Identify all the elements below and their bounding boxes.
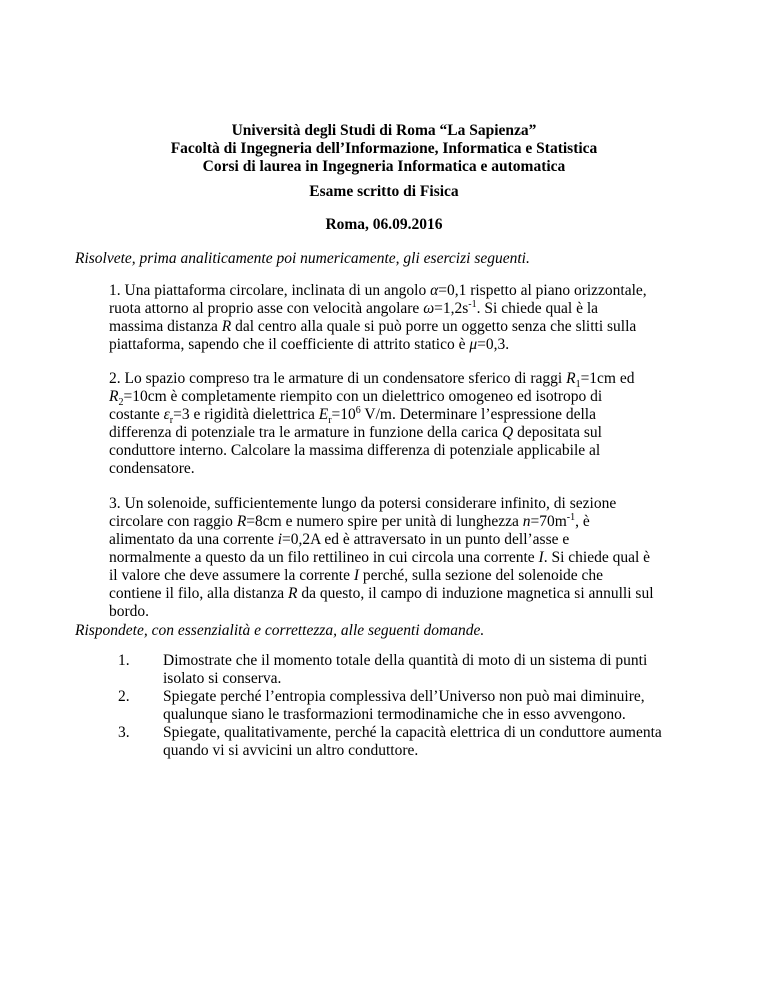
- questions-intro: Rispondete, con essenzialità e correttezza, alle seguenti domande.: [75, 622, 485, 639]
- question-number: 2.: [118, 688, 130, 705]
- document-header: [0, 122, 768, 176]
- questions-list: [118, 652, 678, 760]
- question-text: Spiegate, qualitativamente, perché la capacità elettrica di un conduttore aumenta quando vi si avvicini un altro conduttore.: [163, 724, 662, 759]
- list-item: [118, 688, 678, 724]
- question-text: Spiegate perché l’entropia complessiva dell’Universo non può mai diminuire, qualunque siano le trasformazioni termodinamiche che in esso avvengono.: [163, 688, 645, 723]
- university-name: Università degli Studi di Roma “La Sapienza”: [231, 122, 537, 139]
- exercise-3: 3. Un solenoide, sufficientemente lungo da potersi considerare infinito, di sezione circolare con raggio R=8cm e numero spire per unità di lunghezza $n=70m^{-1}$, è alimentato da una corrente i=0,2A ed è attraversato in un punto dell’asse e normalmente a questo da un filo rettilineo in cui circola una corrente I. Si chiede qual è il valore che deve assumere la corrente I perché, sulla sezione del solenoide che contiene il filo, alla distanza R da questo, il campo di induzione magnetica si annulli sul bordo.: [109, 495, 654, 620]
- exercise-1: 1. Una piattaforma circolare, inclinata di un angolo α=0,1 rispetto al piano orizzontale, ruota attorno al proprio asse con velocità angolare $\omega=1,2s^{-1}$. Si chiede qual è la massima distanza R dal centro alla quale si può porre un oggetto senza che slitti sulla piattaforma, sapendo che il coefficiente di attrito statico è μ=0,3.: [109, 282, 647, 353]
- exercises-intro: Risolvete, prima analiticamente poi numericamente, gli esercizi seguenti.: [75, 250, 530, 267]
- exam-date: Roma, 06.09.2016: [325, 216, 443, 233]
- exercise-2: 2. Lo spazio compreso tra le armature di un condensatore sferico di raggi $R_1=1cm$ ed $R_2=10cm$ è completamente riempito con un dielettrico omogeneo ed isotropo di costante $\varepsilon_r=3$ e rigidità dielettrica $E_r=10^6$ V/m. Determinare l’espressione della differenza di potenziale tra le armature in funzione della carica Q depositata sul conduttore interno. Calcolare la massima differenza di potenziale applicabile al condensatore.: [109, 370, 635, 477]
- course-name: Corsi di laurea in Ingegneria Informatica e automatica: [202, 158, 566, 175]
- exam-title: Esame scritto di Fisica: [309, 183, 459, 200]
- question-text: Dimostrate che il momento totale della quantità di moto di un sistema di punti isolato si conserva.: [163, 652, 648, 687]
- list-item: [118, 724, 678, 760]
- question-number: 1.: [118, 652, 130, 669]
- question-number: 3.: [118, 724, 130, 741]
- faculty-name: Facoltà di Ingegneria dell’Informazione, Informatica e Statistica: [170, 140, 598, 157]
- list-item: [118, 652, 678, 688]
